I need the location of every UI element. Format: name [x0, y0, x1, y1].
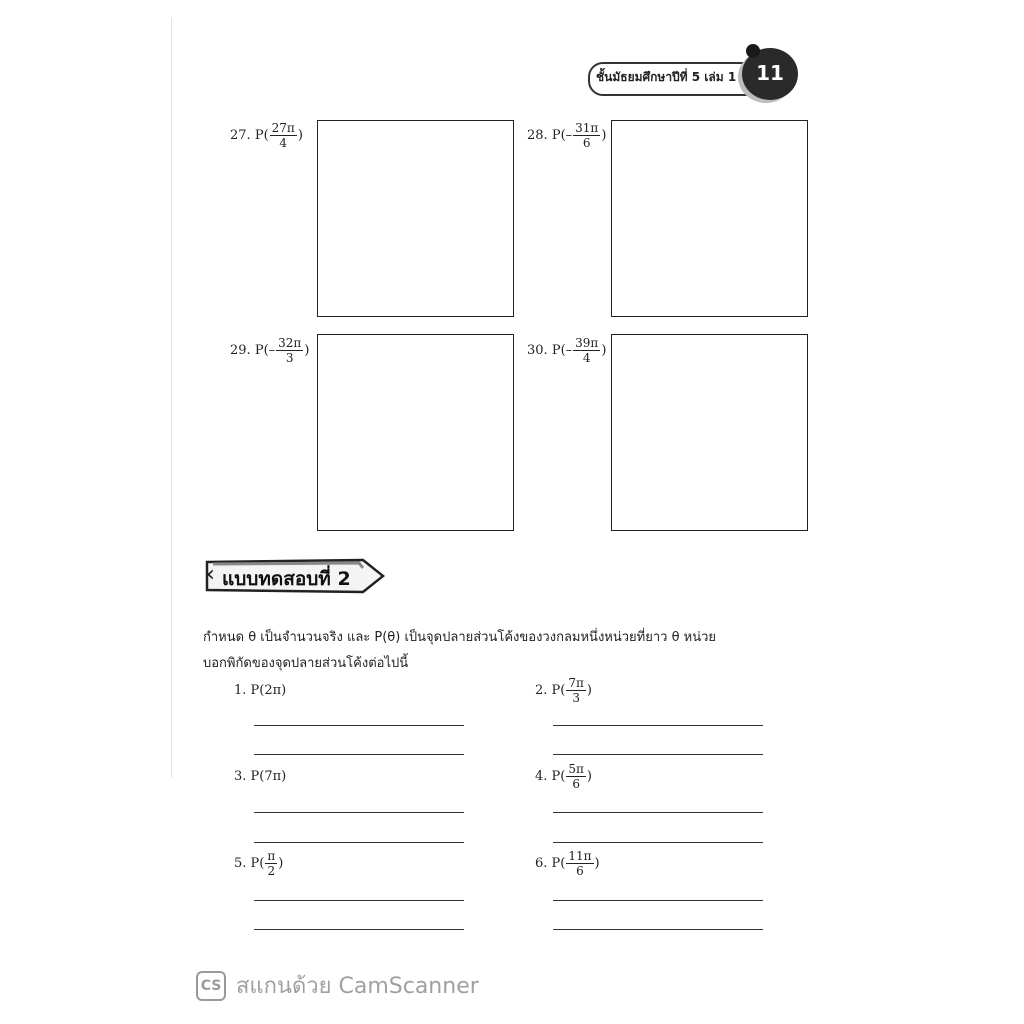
problem-sign: – — [565, 343, 573, 358]
answer-box-28[interactable] — [611, 120, 808, 317]
camscanner-logo-icon: CS — [196, 971, 226, 1001]
item-number: 2. — [535, 683, 548, 698]
fraction — [270, 122, 297, 149]
item-number: 5. — [234, 856, 247, 871]
exercise-item-5 — [234, 850, 283, 877]
item-suffix: ) — [586, 683, 592, 698]
problem-prefix: P( — [551, 343, 566, 358]
item-prefix: P( — [551, 856, 566, 871]
fraction-numerator: 11π — [568, 849, 592, 863]
fraction — [566, 763, 586, 790]
problem-suffix: ) — [304, 343, 310, 358]
fraction-denominator: 3 — [572, 691, 580, 705]
chevron-left-icon: ‹ — [206, 562, 215, 587]
exercise-item-4 — [535, 763, 592, 790]
answer-line[interactable] — [553, 812, 763, 813]
exercise-item-3 — [234, 769, 286, 784]
page-badge-knob — [746, 44, 760, 58]
answer-box-30[interactable] — [611, 334, 808, 531]
fraction — [573, 337, 600, 364]
item-suffix: ) — [594, 856, 600, 871]
problem-prefix: P( — [254, 128, 269, 143]
answer-line[interactable] — [553, 725, 763, 726]
page-edge — [171, 18, 172, 778]
fraction-numerator: π — [267, 849, 276, 863]
problem-number: 28. — [527, 128, 548, 143]
answer-box-29[interactable] — [317, 334, 514, 531]
fraction-numerator: 32π — [278, 336, 302, 350]
answer-line[interactable] — [553, 754, 763, 755]
instruction-line-1: กำหนด θ เป็นจำนวนจริง และ P(θ) เป็นจุดปลายส่วนโค้งของวงกลมหนึ่งหน่วยที่ยาว θ หน่วย — [203, 630, 717, 645]
instruction-line-2: บอกพิกัดของจุดปลายส่วนโค้งต่อไปนี้ — [203, 656, 409, 671]
problem-prefix: P( — [551, 128, 566, 143]
answer-line[interactable] — [254, 900, 464, 901]
problem-28-label — [527, 122, 606, 149]
fraction — [566, 677, 586, 704]
answer-box-27[interactable] — [317, 120, 514, 317]
page-number: 11 — [756, 61, 784, 85]
fraction — [566, 850, 593, 877]
problem-number: 29. — [230, 343, 251, 358]
exercise-item-2 — [535, 677, 592, 704]
item-prefix: P( — [250, 856, 265, 871]
fraction — [276, 337, 303, 364]
problem-suffix: ) — [601, 343, 607, 358]
fraction-numerator: 39π — [575, 336, 599, 350]
exercise-item-6 — [535, 850, 600, 877]
book-title: ชั้นมัธยมศึกษาปีที่ 5 เล่ม 1 — [596, 70, 737, 84]
answer-line[interactable] — [254, 725, 464, 726]
item-number: 6. — [535, 856, 548, 871]
answer-line[interactable] — [254, 754, 464, 755]
item-number: 4. — [535, 769, 548, 784]
fraction-denominator: 6 — [576, 864, 584, 878]
problem-30-label — [527, 337, 606, 364]
item-prefix: P( — [551, 683, 566, 698]
item-number: 1. — [234, 683, 247, 698]
fraction-numerator: 5π — [568, 762, 584, 776]
problem-sign: – — [268, 343, 276, 358]
item-prefix: P( — [551, 769, 566, 784]
answer-line[interactable] — [254, 929, 464, 930]
problem-29-label — [230, 337, 309, 364]
fraction — [265, 850, 277, 877]
answer-line[interactable] — [553, 900, 763, 901]
problem-number: 30. — [527, 343, 548, 358]
fraction-denominator: 4 — [279, 136, 288, 150]
problem-prefix: P( — [254, 343, 269, 358]
fraction-denominator: 3 — [285, 351, 294, 365]
fraction-denominator: 2 — [267, 864, 276, 878]
item-suffix: ) — [278, 856, 284, 871]
watermark-text: สแกนด้วย CamScanner — [236, 974, 479, 999]
answer-line[interactable] — [254, 812, 464, 813]
exercise-item-1 — [234, 683, 286, 698]
item-text: P(2π) — [250, 683, 287, 698]
answer-line[interactable] — [254, 842, 464, 843]
camscanner-watermark — [196, 968, 479, 1003]
problem-number: 27. — [230, 128, 251, 143]
problem-suffix: ) — [297, 128, 303, 143]
fraction-numerator: 7π — [568, 676, 584, 690]
fraction-denominator: 6 — [572, 777, 580, 791]
fraction-numerator: 31π — [575, 121, 599, 135]
problem-27-label — [230, 122, 303, 149]
answer-line[interactable] — [553, 842, 763, 843]
fraction-denominator: 6 — [582, 136, 591, 150]
item-number: 3. — [234, 769, 247, 784]
fraction — [573, 122, 600, 149]
exercise-title: แบบทดสอบที่ 2 — [222, 568, 351, 590]
fraction-numerator: 27π — [271, 121, 295, 135]
answer-line[interactable] — [553, 929, 763, 930]
item-suffix: ) — [586, 769, 592, 784]
problem-sign: – — [565, 128, 573, 143]
item-text: P(7π) — [250, 769, 287, 784]
fraction-denominator: 4 — [582, 351, 591, 365]
problem-suffix: ) — [601, 128, 607, 143]
